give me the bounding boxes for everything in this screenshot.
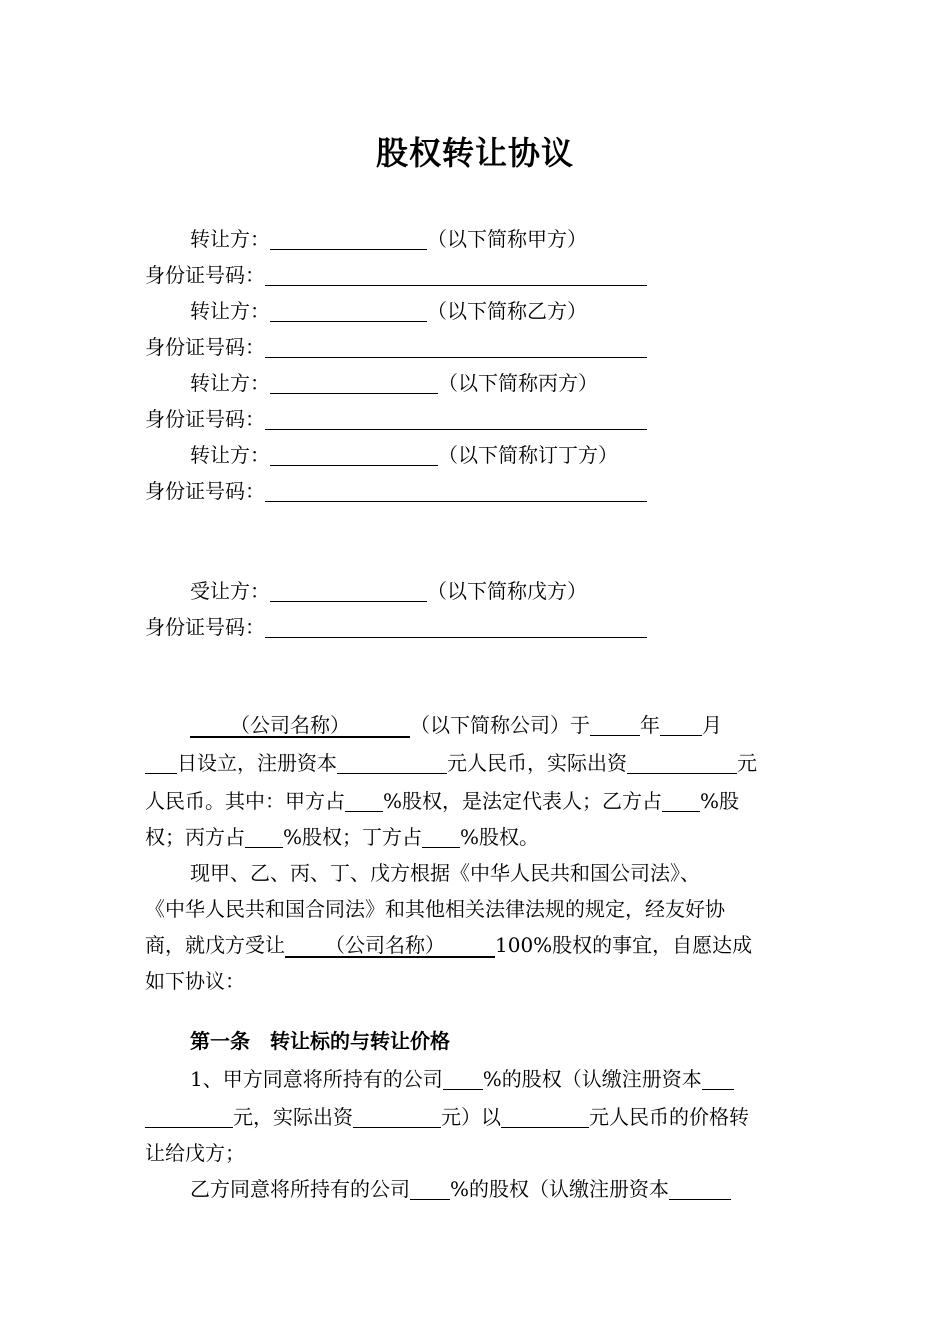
- party-4-name-blank[interactable]: [270, 441, 438, 466]
- intro-party-c-share-blank[interactable]: [245, 823, 283, 848]
- intro-line-3: [145, 783, 810, 819]
- party-3-id-blank[interactable]: [265, 405, 647, 430]
- party-3-name-blank[interactable]: [270, 369, 438, 394]
- party-4-label: 转让方：: [190, 443, 270, 467]
- party-1-row: [145, 221, 855, 257]
- intro-text-6: %股权，是法定代表人；乙方占: [383, 789, 663, 813]
- party-3-id-row: [145, 401, 810, 437]
- intro-text-10: %股权。: [460, 825, 540, 849]
- intro-line-1: [145, 707, 855, 743]
- party-1-id-blank[interactable]: [265, 261, 647, 286]
- intro-day-blank[interactable]: [145, 749, 177, 774]
- intro-paid-blank[interactable]: [627, 749, 737, 774]
- transferee-row: [145, 573, 855, 609]
- article-1-text-6: 乙方同意将所持有的公司: [190, 1177, 410, 1201]
- party-3-label: 转让方：: [190, 371, 270, 395]
- intro-text-5: 人民币。其中：甲方占: [145, 789, 345, 813]
- transferee-id-row: [145, 609, 810, 645]
- article-1-line-2: [145, 1099, 810, 1135]
- para2-text-1: 商，就戊方受让: [145, 933, 285, 957]
- intro-text-3: 元人民币，实际出资: [447, 751, 627, 775]
- party-4-row: [145, 437, 855, 473]
- party-2-row: [145, 293, 855, 329]
- article-1-capital-blank-end[interactable]: [145, 1103, 233, 1128]
- intro-party-a-share-blank[interactable]: [345, 787, 383, 812]
- intro-year-label: 年: [640, 713, 660, 737]
- para2-text-2: 100%股权的事宜，自愿达成: [495, 933, 753, 957]
- party-3-note: （以下简称丙方）: [438, 371, 598, 395]
- party-2-note: （以下简称乙方）: [427, 299, 587, 323]
- article-1-party-b-percent-blank[interactable]: [410, 1175, 450, 1200]
- article-1-party-b-capital-blank[interactable]: [669, 1175, 731, 1200]
- intro-month-blank[interactable]: [660, 711, 702, 736]
- article-1-price-blank[interactable]: [501, 1103, 589, 1128]
- party-2-id-row: [145, 329, 810, 365]
- transferee-id-label: 身份证号码：: [145, 615, 265, 639]
- party-4-id-blank[interactable]: [265, 477, 647, 502]
- intro-month-label: 月: [702, 713, 722, 737]
- para2-line-1: 现甲、乙、丙、丁、戊方根据《中华人民共和国公司法》、: [190, 861, 700, 885]
- transferee-name-blank[interactable]: [270, 577, 427, 602]
- transferee-id-blank[interactable]: [265, 613, 647, 638]
- party-1-note: （以下简称甲方）: [427, 227, 587, 251]
- party-1-label: 转让方：: [190, 227, 270, 251]
- party-1-name-blank[interactable]: [270, 225, 427, 250]
- party-1-id-label: 身份证号码：: [145, 263, 265, 287]
- intro-text-2: 日设立，注册资本: [177, 751, 337, 775]
- document-title: 股权转让协议: [375, 134, 574, 172]
- transferee-note: （以下简称戊方）: [427, 579, 587, 603]
- intro-company-blank[interactable]: （公司名称）: [230, 713, 350, 737]
- article-1-text-1: 1、甲方同意将所持有的公司: [190, 1067, 443, 1091]
- intro-line-4: [145, 819, 810, 855]
- intro-text-8: 权；丙方占: [145, 825, 245, 849]
- article-1-capital-blank-start[interactable]: [702, 1065, 734, 1090]
- intro-capital-blank[interactable]: [337, 749, 447, 774]
- para2-line-4: 如下协议：: [145, 969, 245, 993]
- article-1-line-1: [145, 1061, 855, 1097]
- para2-company-blank[interactable]: （公司名称）: [325, 933, 445, 957]
- article-1-text-2: %的股权（认缴注册资本: [482, 1067, 702, 1091]
- party-2-label: 转让方：: [190, 299, 270, 323]
- article-1-text-3: 元，实际出资: [233, 1105, 353, 1129]
- party-2-id-blank[interactable]: [265, 333, 647, 358]
- intro-party-d-share-blank[interactable]: [422, 823, 460, 848]
- party-4-note: （以下简称订丁方）: [438, 443, 618, 467]
- article-1-text-5: 元人民币的价格转: [589, 1105, 749, 1129]
- party-2-id-label: 身份证号码：: [145, 335, 265, 359]
- article-1-text-7: %的股权（认缴注册资本: [450, 1177, 670, 1201]
- article-1-paid-blank[interactable]: [353, 1103, 441, 1128]
- party-3-id-label: 身份证号码：: [145, 407, 265, 431]
- article-1-heading: 第一条 转让标的与转让价格: [190, 1029, 450, 1053]
- article-1-line-4: [145, 1171, 855, 1207]
- para2-line-3: [145, 927, 810, 963]
- intro-text-7: %股: [700, 789, 740, 813]
- para2-line-2: 《中华人民共和国合同法》和其他相关法律法规的规定，经友好协: [145, 897, 725, 921]
- article-1-line-3: 让给戊方；: [145, 1141, 245, 1165]
- party-3-row: [145, 365, 855, 401]
- article-1-percent-blank[interactable]: [443, 1065, 483, 1090]
- party-4-id-row: [145, 473, 810, 509]
- intro-text-9: %股权；丁方占: [283, 825, 423, 849]
- intro-text-1: （以下简称公司）于: [410, 713, 590, 737]
- article-1-text-4: 元）以: [441, 1105, 501, 1129]
- intro-party-b-share-blank[interactable]: [662, 787, 700, 812]
- intro-line-2: [145, 745, 810, 781]
- party-1-id-row: [145, 257, 810, 293]
- intro-text-4: 元: [737, 751, 757, 775]
- party-4-id-label: 身份证号码：: [145, 479, 265, 503]
- transferee-label: 受让方：: [190, 579, 270, 603]
- party-2-name-blank[interactable]: [270, 297, 427, 322]
- intro-year-blank[interactable]: [590, 711, 640, 736]
